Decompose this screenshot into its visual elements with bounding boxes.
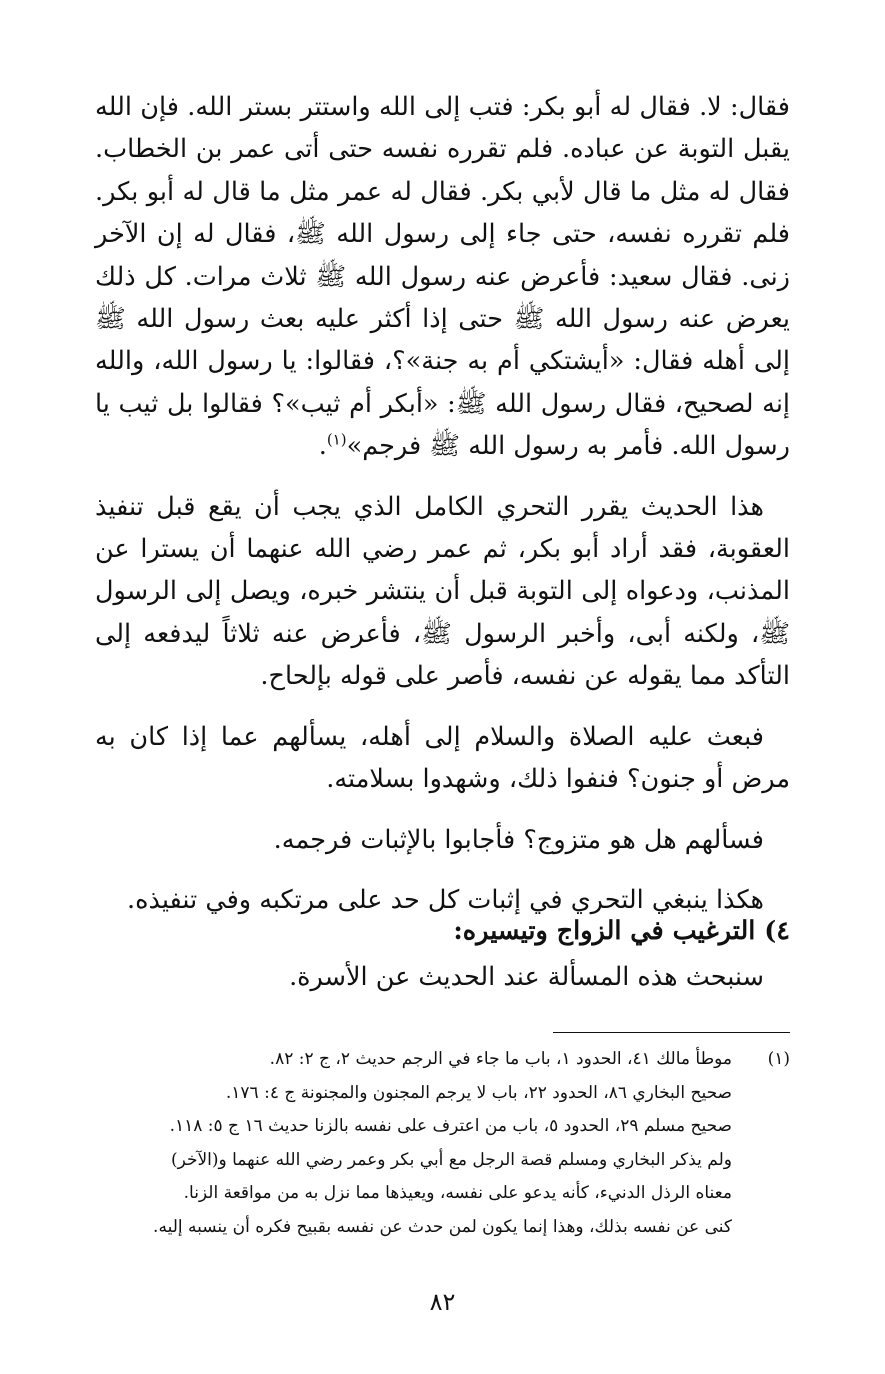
footnote-line [90, 1043, 790, 1077]
footnote-text: موطأ مالك ٤١، الحدود ١، باب ما جاء في الرجم حديث ٢، ج ٢: ٨٢. [269, 1049, 732, 1069]
section-title: الترغيب في الزواج وتيسيره: [453, 916, 756, 946]
footnote-line: صحيح مسلم ٢٩، الحدود ٥، باب من اعترف على نفسه بالزنا حديث ١٦ ج ٥: ١١٨. [169, 1116, 732, 1136]
section-number: ٤) [764, 916, 790, 946]
page-number: ٨٢ [429, 1288, 456, 1316]
footnote-line: ولم يذكر البخاري ومسلم قصة الرجل مع أبي بكر وعمر رضي الله عنهما و(الآخر) [170, 1149, 732, 1170]
footnote-reference: (١) [326, 430, 347, 449]
footnote-line: معناه الرذل الدنيء، كأنه يدعو على نفسه، ويعيذها مما نزل به من مواقعة الزنا. [183, 1183, 732, 1203]
paragraph-1-text: فقال: لا. فقال له أبو بكر: فتب إلى الله واستتر بستر الله. فإن الله يقبل التوبة عن عباده. فلم تقرره نفسه حتى أتى عمر بن الخطاب. فقال له مثل ما قال لأبي بكر. فقال له عمر مثل ما قال له أبو بكر. فلم تقرره نفسه، حتى جاء إلى رسول الله ﷺ، فقال له إن الآخر زنى. فقال سعيد: فأعرض عنه رسول الله ﷺ ثلاث مرات. كل ذلك يعرض عنه رسول الله ﷺ حتى إذا أكثر عليه بعث رسول الله ﷺ إلى أهله فقال: «أيشتكي أم به جنة»؟، فقالوا: يا رسول الله، والله إنه لصحيح، فقال رسول الله ﷺ: «أبكر أم ثيب»؟ فقالوا بل ثيب يا رسول الله. فأمر به رسول الله ﷺ فرجم» [95, 92, 790, 462]
main-text [95, 86, 790, 921]
paragraph-4: فسألهم هل هو متزوج؟ فأجابوا بالإثبات فرجمه. [273, 824, 764, 855]
section-body: سنبحث هذه المسألة عند الحديث عن الأسرة. [289, 962, 764, 992]
footnote-divider [553, 1032, 790, 1033]
paragraph-3: فبعث عليه الصلاة والسلام إلى أهله، يسألهم عما إذا كان به مرض أو جنون؟ فنفوا ذلك، وشهدوا بسلامته. [95, 721, 790, 795]
paragraph-1 [95, 86, 790, 468]
paragraph-2: هذا الحديث يقرر التحري الكامل الذي يجب أن يقع قبل تنفيذ العقوبة، فقد أراد أبو بكر، ثم عمر رضي الله عنهما أن يسترا عن المذنب، ودعواه إلى التوبة قبل أن ينتشر خبره، ويصل إلى الرسول ﷺ، ولكنه أبى، وأخبر الرسول ﷺ، فأعرض عنه ثلاثاً ليدفعه إلى التأكد مما يقوله عن نفسه، فأصر على قوله بإلحاح. [95, 491, 790, 692]
paragraph-1-end: . [318, 431, 327, 462]
footnote-marker: (١) [767, 1049, 790, 1069]
footnotes [90, 1043, 790, 1244]
footnote-line: كنى عن نفسه بذلك، وهذا إنما يكون لمن حدث عن نفسه بقبيح فكره أن ينسبه إليه. [153, 1216, 732, 1237]
footnote-line: صحيح البخاري ٨٦، الحدود ٢٢، باب لا يرجم المجنون والمجنونة ج ٤: ١٧٦. [225, 1082, 732, 1103]
section-heading [95, 911, 790, 951]
paragraph-5: هكذا ينبغي التحري في إثبات كل حد على مرتكبه وفي تنفيذه. [126, 884, 764, 915]
